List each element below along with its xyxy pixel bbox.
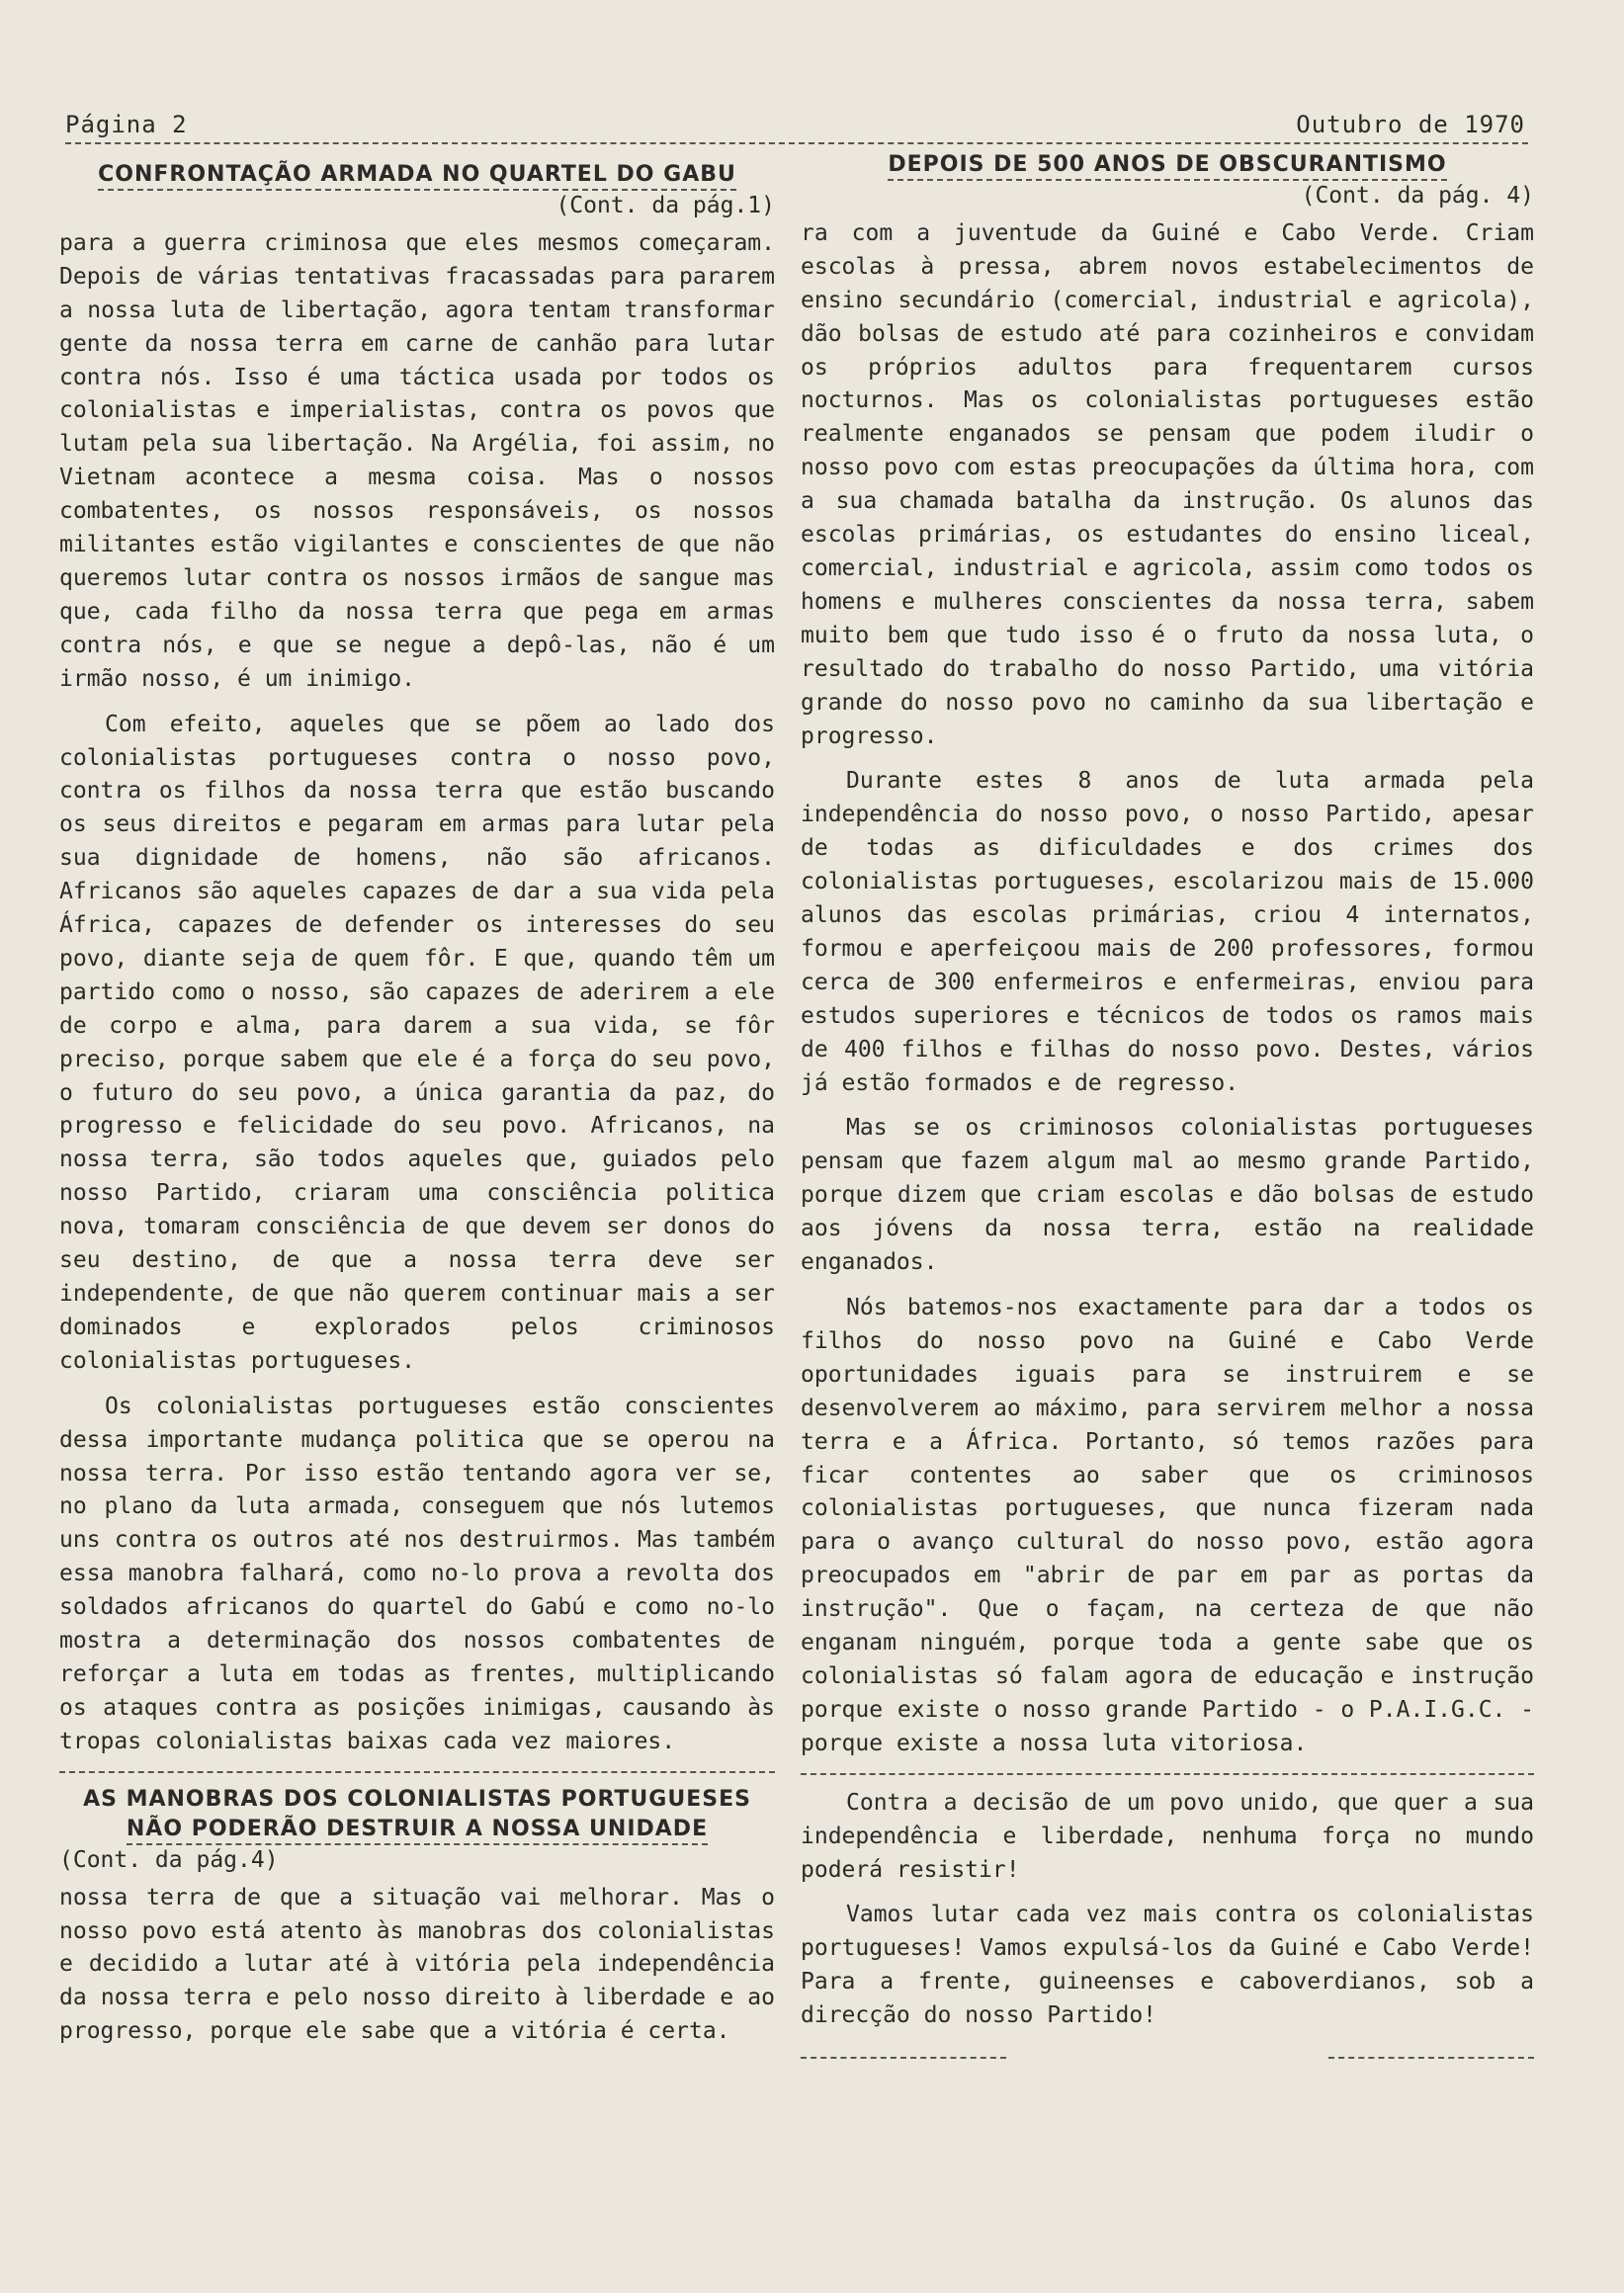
article-title-line-2: NÃO PODERÃO DESTRUIR A NOSSA UNIDADE [127, 1817, 708, 1845]
article-title [59, 160, 775, 190]
closing-paragraph: Vamos lutar cada vez mais contra os colonialistas portugueses! Vamos expulsá-los da Guiné e Cabo Verde! Para a frente, guineenses e caboverdianos, sob a direcção do nosso Partido! [801, 1902, 1534, 2029]
paragraph: Mas se os criminosos colonialistas portugueses pensam que fazem algum mal ao mesmo grande Partido, porque dizem que criam escolas e dão bolsas de estudo aos jóvens da nossa terra, estão na realidade enganados. [801, 1115, 1534, 1276]
article-title-text: CONFRONTAÇÃO ARMADA NO QUARTEL DO GABU [98, 162, 736, 191]
paragraph: Com efeito, aqueles que se põem ao lado dos colonialistas portugueses contra o nosso povo, contra os filhos da nossa terra que estão buscando os seus direitos e pegaram em armas para lutar pela sua dignidade de homens, não são africanos. Africanos são aqueles capazes de dar a sua vida pela África, capazes de defender os interesses do seu povo, diante seja de quem fôr. E que, quando têm um partido como o nosso, são capazes de aderirem a ele de corpo e alma, para darem a sua vida, se fôr preciso, porque sabem que ele é a força do seu povo, o futuro do seu povo, a única garantia da paz, do progresso e felicidade do seu povo. Africanos, na nossa terra, são todos aqueles que, guiados pelo nosso Partido, criaram uma consciência politica nova, tomaram consciência de que devem ser donos do seu destino, de que a nossa terra deve ser independente, de que não querem continuar mais a ser dominados e explorados pelos criminosos colonialistas portugueses. [59, 711, 775, 1374]
paragraph: nossa terra de que a situação vai melhorar. Mas o nosso povo está atento às manobras dos colonialistas e decidido a lutar até à vitória pela independência da nossa terra e pelo nosso direito à liberdade e ao progresso, porque ele sabe que a vitória é certa. [59, 1884, 775, 2045]
closing-paragraph: Contra a decisão de um povo unido, que quer a sua independência e liberdade, nenhuma força no mundo poderá resistir! [801, 1789, 1534, 1883]
end-rules [801, 2045, 1534, 2071]
left-column [59, 160, 775, 2061]
article-title [801, 150, 1534, 180]
paragraph: ra com a juventude da Guiné e Cabo Verde. Criam escolas à pressa, abrem novos estabelecimentos de ensino secundário (comercial, industrial e agricola), dão bolsas de estudo até para cozinheiros e convidam os próprios adultos para frequentarem cursos nocturnos. Mas os colonialistas portugueses estão realmente enganados se pensam que podem iludir o nosso povo com estas preocupações da última hora, com a sua chamada batalha da instrução. Os alunos das escolas primárias, os estudantes do ensino liceal, comercial, industrial e agricola, assim como todos os homens e mulheres conscientes da nossa terra, sabem muito bem que tudo isso é o fruto da nossa luta, o resultado do trabalho do nosso Partido, uma vitória grande do nosso povo no caminho da sua libertação e progresso. [801, 219, 1534, 749]
paragraph: Durante estes 8 anos de luta armada pela independência do nosso povo, o nosso Partido, apesar de todas as dificuldades e dos crimes dos colonialistas portugueses, escolarizou mais de 15.000 alunos das escolas primárias, criou 4 internatos, formou e aperfeiçoou mais de 200 professores, formou cerca de 300 enfermeiros e enfermeiras, enviou para estudos superiores e técnicos de todos os ramos mais de 400 filhos e filhas do nosso povo. Destes, vários já estão formados e de regresso. [801, 768, 1534, 1096]
article-title [59, 1785, 775, 1844]
issue-date: Outubro de 1970 [1296, 111, 1525, 138]
continuation-note: (Cont. da pág. 4) [1301, 183, 1534, 209]
paragraph: para a guerra criminosa que eles mesmos começaram. Depois de várias tentativas fracassadas para pararem a nossa luta de libertação, agora tentam transformar gente da nossa terra em carne de canhão para lutar contra nós. Isso é uma táctica usada por todos os colonialistas e imperialistas, contra os povos que lutam pela sua libertação. Na Argélia, foi assim, no Vietnam acontece a mesma coisa. Mas o nossos combatentes, os nossos responsáveis, os nossos militantes estão vigilantes e conscientes de que não queremos lutar contra os nossos irmãos de sangue mas que, cada filho da nossa terra que pega em armas contra nós, e que se negue a depô-las, não é um irmão nosso, é um inimigo. [59, 229, 775, 692]
continuation-note: (Cont. da pág.4) [59, 1846, 279, 1873]
article-title-text: DEPOIS DE 500 ANOS DE OBSCURANTISMO [888, 152, 1446, 181]
paragraph: Nós batemos-nos exactamente para dar a todos os filhos do nosso povo na Guiné e Cabo Verde oportunidades iguais para se instruirem e se desenvolverem ao máximo, para servirem melhor a nossa terra e a África. Portanto, só temos razões para ficar contentes ao saber que os criminosos colonialistas portugueses, que nunca fizeram nada para o avanço cultural do nosso povo, estão agora preocupados em "abrir de par em par as portas da instrução". Que o façam, na certeza de que não enganam ninguém, porque toda a gente sabe que os colonialistas só falam agora de educação e instrução porque existe o nosso grande Partido - o P.A.I.G.C. - porque existe a nossa luta vitoriosa. [801, 1295, 1534, 1756]
article-divider [801, 1773, 1534, 1775]
page-number: Página 2 [65, 111, 188, 138]
end-rule-right [1328, 2057, 1534, 2059]
end-rule-left [801, 2057, 1006, 2059]
article-divider [59, 1771, 775, 1773]
header-divider [65, 142, 1528, 144]
right-column [801, 150, 1534, 2071]
paragraph: Os colonialistas portugueses estão conscientes dessa importante mudança politica que se operou na nossa terra. Por isso estão tentando agora ver se, no plano da luta armada, conseguem que nós lutemos uns contra os outros até nos destruirmos. Mas também essa manobra falhará, como no-lo prova a revolta dos soldados africanos do quartel do Gabú e como no-lo mostra a determinação dos nossos combatentes de reforçar a luta em todas as frentes, multiplicando os ataques contra as posições inimigas, causando às tropas colonialistas baixas cada vez maiores. [59, 1393, 775, 1754]
continuation-note: (Cont. da pág.1) [556, 193, 775, 218]
article-title-line-1: AS MANOBRAS DOS COLONIALISTAS PORTUGUESES [83, 1786, 751, 1812]
